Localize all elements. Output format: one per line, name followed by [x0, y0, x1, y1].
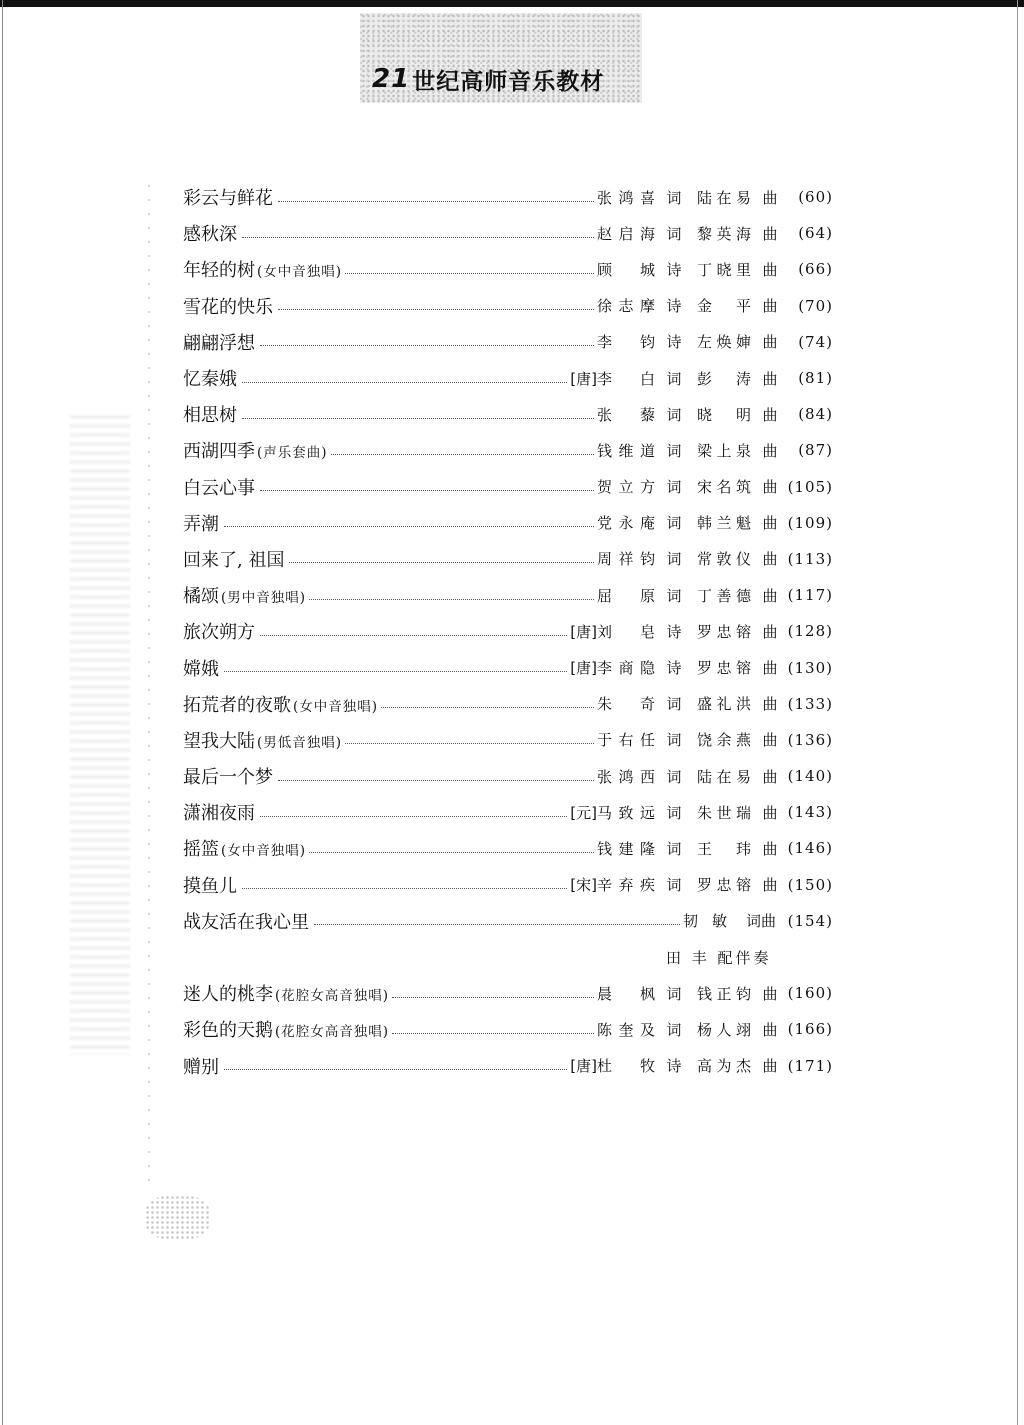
entry-note: (女中音独唱) — [257, 264, 343, 281]
entry-credits — [597, 1019, 833, 1040]
lyricist-role: 诗 — [666, 297, 682, 316]
entry-title-group — [183, 220, 239, 246]
margin-speckles — [148, 185, 150, 1185]
page-number: (84) — [798, 405, 833, 424]
lyricist-role: 诗 — [666, 260, 682, 279]
leader-dots — [278, 780, 594, 781]
lyricist-name: 顾 城 — [597, 260, 655, 279]
lyricist-role: 词 — [666, 984, 682, 1003]
page-number: (64) — [798, 224, 833, 243]
leader-dots — [242, 888, 567, 889]
entry-title: 战友活在我心里 — [183, 911, 309, 933]
leader-dots — [260, 635, 567, 636]
lyricist-role: 词 — [666, 224, 682, 243]
composer-name: 梁上泉 — [697, 441, 751, 460]
composer-role: 曲 — [762, 514, 778, 533]
composer-role: 曲 — [762, 441, 778, 460]
toc-entry — [183, 830, 833, 866]
page-number: (150) — [787, 875, 833, 894]
entry-note: (声乐套曲) — [257, 445, 328, 462]
composer-role: 曲 — [762, 622, 778, 641]
composer-role: 曲 — [762, 731, 778, 750]
page-number: (166) — [787, 1020, 833, 1039]
entry-title-group — [183, 256, 342, 282]
entry-title: 年轻的树 — [183, 260, 255, 282]
leader-dots — [309, 599, 594, 600]
lyricist-role: 诗 — [666, 659, 682, 678]
leader-dots — [381, 707, 594, 708]
composer-role: 曲 — [762, 1020, 778, 1039]
composer-role: 曲 — [762, 767, 778, 786]
entry-credits — [570, 802, 833, 823]
entry-credits — [597, 983, 833, 1004]
composer-name: 丁善德 — [697, 586, 751, 605]
lyricist-role: 词 — [666, 839, 682, 858]
entry-note: (花腔女高音独唱) — [275, 988, 390, 1005]
lyricist-role: 词 — [666, 695, 682, 714]
leader-dots — [278, 309, 594, 310]
leader-dots — [392, 1033, 594, 1034]
entry-credits — [597, 223, 833, 244]
lyricist-role: 诗 — [666, 333, 682, 352]
entry-title: 迷人的桃李 — [183, 984, 273, 1006]
entry-credits — [597, 404, 833, 425]
composer-name: 饶余燕 — [697, 731, 751, 750]
leader-dots — [278, 201, 594, 202]
left-edge-line — [2, 0, 3, 1425]
composer-name: 杨人翊 — [697, 1020, 751, 1039]
entry-title: 白云心事 — [183, 477, 255, 499]
entry-title: 最后一个梦 — [183, 767, 273, 789]
toc-entry — [183, 975, 833, 1011]
entry-title: 翩翩浮想 — [183, 332, 255, 354]
leader-dots — [260, 490, 594, 491]
lyricist-name: 马致远 — [597, 803, 655, 822]
toc-entry — [183, 396, 833, 432]
entry-credits — [597, 693, 833, 714]
leader-dots — [260, 816, 567, 817]
composer-role: 曲 — [762, 550, 778, 569]
entry-title-group — [183, 618, 257, 644]
entry-title: 摸鱼儿 — [183, 875, 237, 897]
entry-credits — [597, 440, 833, 461]
lyricist-name: 赵启海 — [597, 224, 655, 243]
lyricist-name: 张鸿喜 — [597, 188, 655, 207]
composer-role: 曲 — [762, 224, 778, 243]
entry-credits — [683, 910, 833, 931]
entry-title-group — [183, 799, 257, 825]
toc-entry — [183, 903, 833, 939]
leader-dots — [289, 562, 594, 563]
lyricist-name: 于右任 — [597, 731, 655, 750]
composer-name: 黎英海 — [697, 224, 751, 243]
composer-name: 宋名筑 — [697, 478, 751, 497]
lyricist-name: 李 白 — [597, 369, 655, 388]
composer-role: 曲 — [762, 369, 778, 388]
lyricist-name: 刘 皂 — [597, 622, 655, 641]
page-number: (74) — [798, 332, 833, 351]
lyricist-dynasty: [唐] — [570, 622, 597, 641]
toc-entry — [183, 577, 833, 613]
lyricist-dynasty: [宋] — [570, 876, 597, 895]
toc-entry — [183, 867, 833, 903]
composer-role: 曲 — [762, 333, 778, 352]
leader-dots — [224, 526, 594, 527]
entry-title: 潇湘夜雨 — [183, 803, 255, 825]
lyricist-role: 词 — [666, 1020, 682, 1039]
page-number: (81) — [798, 369, 833, 388]
lyricist-role: 词 — [666, 405, 682, 424]
entry-title: 雪花的快乐 — [183, 296, 273, 318]
composer-role: 曲 — [762, 586, 778, 605]
entry-title: 相思树 — [183, 405, 237, 427]
lyricist-name: 张鸿西 — [597, 767, 655, 786]
page-number: (140) — [787, 767, 833, 786]
page-number: (70) — [798, 296, 833, 315]
lyricist-role: 词 — [666, 586, 682, 605]
entry-note: (男中音独唱) — [221, 590, 307, 607]
page-number: (66) — [798, 260, 833, 279]
entry-title: 西湖四季 — [183, 441, 255, 463]
toc-entry — [183, 324, 833, 360]
composer-role: 曲 — [762, 876, 778, 895]
entry-title: 弄潮 — [183, 513, 219, 535]
entry-title-group — [183, 655, 221, 681]
page-number: (130) — [787, 658, 833, 677]
right-edge-line — [1017, 0, 1018, 1425]
leader-dots — [242, 418, 594, 419]
toc-entry — [183, 251, 833, 287]
composer-name: 盛礼洪 — [697, 695, 751, 714]
entry-title-group — [183, 510, 221, 536]
entry-title-group — [183, 691, 378, 717]
lyricist-name: 韧 敏 — [683, 912, 727, 931]
entry-title: 回来了, 祖国 — [183, 549, 285, 571]
entry-title: 忆秦娥 — [183, 369, 237, 391]
lyricist-name: 钱建隆 — [597, 839, 655, 858]
toc-entry — [183, 360, 833, 396]
composer-name: 王 玮 — [697, 839, 751, 858]
leader-dots — [392, 997, 594, 998]
entry-title-group — [183, 908, 311, 934]
composer-role: 曲 — [762, 1057, 778, 1076]
bleed-through-shadow — [70, 415, 130, 1055]
lyricist-name: 李 钧 — [597, 333, 655, 352]
page-number: (160) — [787, 984, 833, 1003]
entry-title-group — [183, 474, 257, 500]
composer-name: 罗忠镕 — [697, 659, 751, 678]
composer-name: 钱正钧 — [697, 984, 751, 1003]
composer-role: 曲 — [762, 839, 778, 858]
entry-credits — [570, 874, 833, 895]
entry-title-group — [183, 727, 342, 753]
composer-name: 陆在易 — [697, 767, 751, 786]
lyricist-dynasty: [元] — [570, 803, 597, 822]
lyricist-name: 陈奎及 — [597, 1020, 655, 1039]
entry-title-group — [183, 763, 275, 789]
lyricist-role: 词 — [666, 441, 682, 460]
entry-title: 嫦娥 — [183, 658, 219, 680]
composer-name: 高为杰 — [697, 1057, 751, 1076]
entry-title-group — [183, 835, 306, 861]
leader-dots — [331, 454, 594, 455]
entry-credits — [570, 368, 833, 389]
entry-credits — [597, 187, 833, 208]
composer-role: 曲 — [762, 188, 778, 207]
lyricist-dynasty: [唐] — [570, 659, 597, 678]
lyricist-dynasty: [唐] — [570, 1057, 597, 1076]
toc-entry — [183, 215, 833, 251]
composer-name: 朱世瑞 — [697, 803, 751, 822]
entry-title: 感秋深 — [183, 224, 237, 246]
entry-credits — [570, 657, 833, 678]
lyricist-role: 词 — [666, 876, 682, 895]
entry-note: (男低音独唱) — [257, 734, 343, 751]
composer-role: 曲 — [762, 260, 778, 279]
page-number: (143) — [787, 803, 833, 822]
leader-dots — [224, 1069, 567, 1070]
composer-name: 金 平 — [697, 297, 751, 316]
toc-entry — [183, 432, 833, 468]
entry-title: 赠别 — [183, 1056, 219, 1078]
toc-entry — [183, 288, 833, 324]
entry-title-group — [183, 1016, 389, 1042]
lyricist-name: 辛弃疾 — [597, 876, 655, 895]
page-number: (109) — [787, 513, 833, 532]
leader-dots — [345, 273, 594, 274]
entry-title: 橘颂 — [183, 586, 219, 608]
toc-entry — [183, 686, 833, 722]
composer-name: 罗忠镕 — [697, 622, 751, 641]
composer-role: 曲 — [762, 803, 778, 822]
composer-role: 曲 — [762, 984, 778, 1003]
toc-entry — [183, 613, 833, 649]
lyricist-role: 词 — [666, 550, 682, 569]
composer-role: 曲 — [762, 478, 778, 497]
entry-credits — [597, 512, 833, 533]
table-of-contents — [183, 179, 833, 1084]
page-number: (60) — [798, 188, 833, 207]
composer-name: 常敦仪 — [697, 550, 751, 569]
entry-title: 望我大陆 — [183, 730, 255, 752]
entry-title: 旅次朔方 — [183, 622, 255, 644]
entry-credits — [597, 729, 833, 750]
lyricist-name: 钱维道 — [597, 441, 655, 460]
lyricist-name: 杜 牧 — [597, 1057, 655, 1076]
composer-role: 曲 — [762, 405, 778, 424]
leader-dots — [345, 743, 594, 744]
leader-dots — [314, 924, 680, 925]
toc-entry — [183, 469, 833, 505]
lyricist-role: 词 — [666, 369, 682, 388]
page-number: (128) — [787, 622, 833, 641]
entry-title-group — [183, 546, 286, 572]
entry-note: (女中音独唱) — [293, 698, 379, 715]
entry-note: (花腔女高音独唱) — [275, 1024, 390, 1041]
entry-credits — [597, 476, 833, 497]
series-title-text: 世纪高师音乐教材 — [412, 68, 605, 95]
toc-entry — [183, 1048, 833, 1084]
lyricist-role: 诗 — [666, 1057, 682, 1076]
page-number: (133) — [787, 694, 833, 713]
entry-title-group — [183, 329, 257, 355]
leader-dots — [260, 345, 594, 346]
entry-title-group — [183, 365, 239, 391]
toc-entry — [183, 1011, 833, 1047]
entry-title-group — [183, 293, 275, 319]
toc-entry — [183, 649, 833, 685]
entry-credits — [597, 766, 833, 787]
lyricist-role: 诗 — [666, 622, 682, 641]
entry-note: (女中音独唱) — [221, 843, 307, 860]
toc-entry — [183, 794, 833, 830]
leader-dots — [242, 237, 594, 238]
toc-entry — [183, 541, 833, 577]
entry-credits — [597, 585, 833, 606]
toc-entry — [183, 505, 833, 541]
page-number: (113) — [787, 549, 833, 568]
entry-credits — [597, 295, 833, 316]
entry-credits — [570, 621, 833, 642]
top-border — [0, 0, 1024, 7]
entry-title-group — [183, 1053, 221, 1079]
composer-name: 丁晓里 — [697, 260, 751, 279]
toc-entry — [183, 758, 833, 794]
page-number: (105) — [787, 477, 833, 496]
scan-speck — [145, 1195, 210, 1240]
lyricist-role: 词 — [666, 767, 682, 786]
entry-credits — [597, 259, 833, 280]
entry-title-group — [183, 401, 239, 427]
composer-role: 曲 — [762, 695, 778, 714]
series-title — [372, 62, 642, 96]
lyricist-role: 词 — [666, 731, 682, 750]
page-number: (117) — [787, 586, 833, 605]
lyricist-name: 周祥钧 — [597, 550, 655, 569]
lyricist-role: 词 — [666, 514, 682, 533]
lyricist-name: 晨 枫 — [597, 984, 655, 1003]
page-number: (154) — [787, 911, 833, 930]
entry-title-group — [183, 980, 389, 1006]
lyricist-role: 词 — [666, 803, 682, 822]
composer-role: 曲 — [762, 659, 778, 678]
composer-name: 彭 涛 — [697, 369, 751, 388]
toc-entry — [183, 179, 833, 215]
composer-name: 左焕婶 — [697, 333, 751, 352]
series-title-number: 21 — [372, 64, 411, 94]
composer-name: 韩兰魁 — [697, 514, 751, 533]
leader-dots — [242, 382, 567, 383]
lyricist-name: 徐志摩 — [597, 297, 655, 316]
entry-title-group — [183, 582, 306, 608]
lyricist-name: 屈 原 — [597, 586, 655, 605]
lyricist-name: 李商隐 — [597, 659, 655, 678]
entry-credits — [597, 838, 833, 859]
accompaniment-row — [183, 939, 833, 975]
leader-dots — [224, 671, 567, 672]
entry-title: 彩云与鲜花 — [183, 188, 273, 210]
entry-title-group — [183, 872, 239, 898]
composer-name: 晓 明 — [697, 405, 751, 424]
lyricist-name: 朱 奇 — [597, 695, 655, 714]
entry-title: 摇篮 — [183, 839, 219, 861]
accompaniment-credit: 田 丰 配伴奏 — [666, 948, 772, 967]
lyricist-dynasty: [唐] — [570, 369, 597, 388]
page-number: (87) — [798, 441, 833, 460]
lyricist-role: 词 — [666, 188, 682, 207]
entry-title-group — [183, 184, 275, 210]
entry-title-group — [183, 437, 328, 463]
composer-role: 曲 — [762, 297, 778, 316]
page-number: (171) — [787, 1056, 833, 1075]
lyricist-name: 张 藜 — [597, 405, 655, 424]
entry-title: 彩色的天鹅 — [183, 1020, 273, 1042]
lyricist-name: 党永庵 — [597, 514, 655, 533]
composer-name: 罗忠镕 — [697, 876, 751, 895]
lyricist-name: 贺立方 — [597, 478, 655, 497]
entry-credits — [597, 548, 833, 569]
entry-credits — [597, 331, 833, 352]
leader-dots — [309, 852, 594, 853]
page-number: (136) — [787, 730, 833, 749]
entry-title: 拓荒者的夜歌 — [183, 694, 291, 716]
entry-credits — [570, 1055, 833, 1076]
toc-entry — [183, 722, 833, 758]
page-number: (146) — [787, 839, 833, 858]
composer-name: 陆在易 — [697, 188, 751, 207]
lyricist-role: 词 — [666, 478, 682, 497]
composer-role: 词曲 — [745, 912, 776, 931]
